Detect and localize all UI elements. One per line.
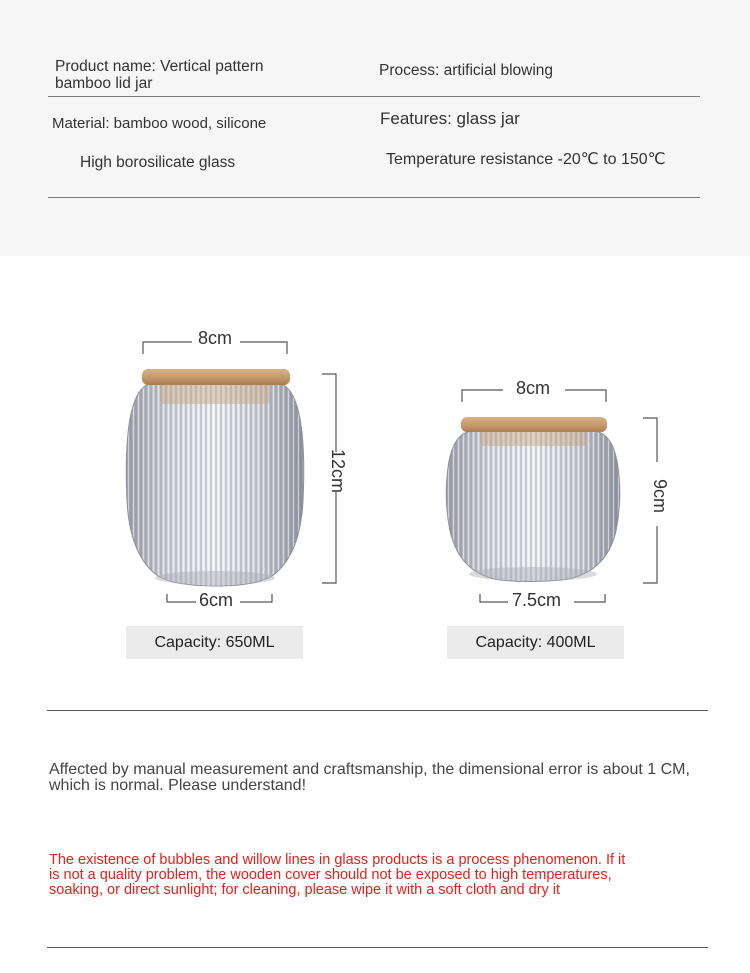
process-spec: Process: artificial blowing <box>379 62 554 79</box>
notes-divider-bottom <box>47 947 708 948</box>
spec-panel <box>0 0 750 256</box>
jar-large <box>126 342 336 602</box>
jar-small-width-label: 8cm <box>516 378 551 398</box>
jar-small <box>446 390 657 602</box>
jar-small-capacity: Capacity: 400ML <box>447 626 624 659</box>
warning-line-1: The existence of bubbles and willow lines in glass products is a process phenomenon. If it <box>49 852 626 868</box>
temperature-spec: Temperature resistance -20℃ to 150℃ <box>386 151 666 168</box>
jar-small-height-label: 9cm <box>650 478 671 514</box>
dimension-error-note: Affected by manual measurement and craftsmanship, the dimensional error is about 1 CM, which is normal. Please understand! <box>49 761 690 794</box>
spec-divider-top <box>48 96 700 97</box>
warning-line-3: soaking, or direct sunlight; for cleaning, please wipe it with a soft cloth and dry it <box>49 882 560 898</box>
jar-large-base-label: 6cm <box>199 590 234 610</box>
product-name-line1: Product name: Vertical pattern <box>55 58 264 75</box>
jar-large-width-label: 8cm <box>198 328 233 348</box>
jar-large-height-label: 12cm <box>328 448 349 494</box>
jar-small-base-label: 7.5cm <box>512 590 562 610</box>
glass-spec: High borosilicate glass <box>80 154 236 171</box>
jar-dimensions-section <box>0 256 750 706</box>
spec-divider-bottom <box>48 197 700 198</box>
notes-divider-top <box>47 710 708 711</box>
material-spec: Material: bamboo wood, silicone <box>52 115 267 132</box>
product-name-line2: bamboo lid jar <box>55 75 153 92</box>
warning-line-2: is not a quality problem, the wooden cover should not be exposed to high temperatures, <box>49 867 612 883</box>
features-spec: Features: glass jar <box>380 109 520 128</box>
jar-illustrations <box>0 256 750 706</box>
jar-large-capacity: Capacity: 650ML <box>126 626 303 659</box>
